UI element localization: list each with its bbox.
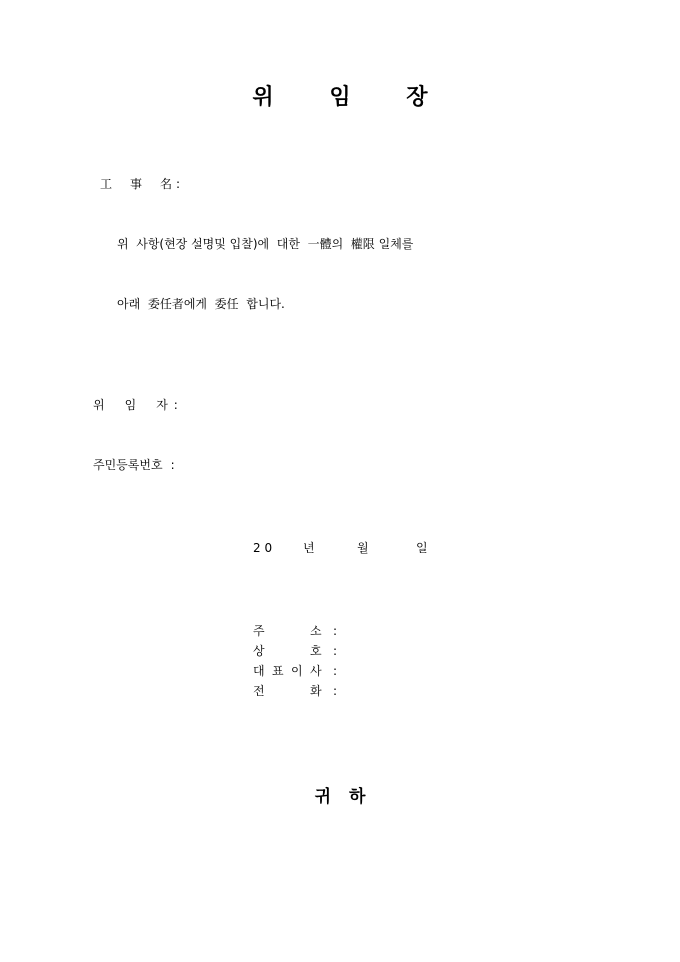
- year-label: 년: [303, 541, 315, 555]
- date-line: [253, 541, 272, 555]
- title-char: 위: [252, 85, 274, 110]
- label-colon: :: [176, 177, 181, 191]
- key-char: 주: [253, 624, 265, 638]
- label-colon: :: [173, 398, 178, 412]
- key-char: 대: [253, 664, 265, 678]
- closing-char: 귀: [314, 787, 332, 807]
- key-char: 표: [272, 664, 284, 678]
- row-colon: :: [333, 684, 338, 698]
- delegation-statement-line-2: 아래 委任者에게 委任 합니다.: [117, 297, 285, 311]
- row-colon: :: [333, 644, 338, 658]
- closing-honorific: [0, 782, 680, 807]
- key-char: 상: [253, 644, 265, 658]
- key-char: 호: [310, 644, 322, 658]
- label-char: 자: [156, 398, 168, 412]
- title-char: 임: [329, 85, 351, 110]
- label-char: 工: [100, 177, 113, 191]
- month-label: 월: [357, 541, 369, 555]
- resident-id-text: 주민등록번호: [93, 458, 163, 472]
- delegation-statement-line-1: 위 사항(현장 설명및 입찰)에 대한 一體의 權限 일체를: [117, 237, 414, 251]
- document-title: [0, 80, 680, 111]
- project-name-label: [100, 177, 180, 191]
- label-char: 名: [160, 177, 173, 191]
- title-char: 장: [406, 85, 428, 110]
- closing-char: 하: [348, 787, 366, 807]
- row-colon: :: [333, 664, 338, 678]
- delegator-label: [93, 398, 178, 412]
- resident-id-label: [93, 458, 175, 472]
- key-char: 전: [253, 684, 265, 698]
- key-char: 소: [310, 624, 322, 638]
- label-colon: :: [170, 458, 175, 472]
- year-prefix: 2 0: [253, 541, 273, 555]
- label-char: 事: [130, 177, 143, 191]
- key-char: 화: [310, 684, 322, 698]
- day-label: 일: [416, 541, 428, 555]
- label-char: 임: [124, 398, 137, 412]
- label-char: 위: [93, 398, 105, 412]
- row-colon: :: [333, 624, 338, 638]
- key-char: 이: [291, 664, 303, 678]
- key-char: 사: [310, 664, 322, 678]
